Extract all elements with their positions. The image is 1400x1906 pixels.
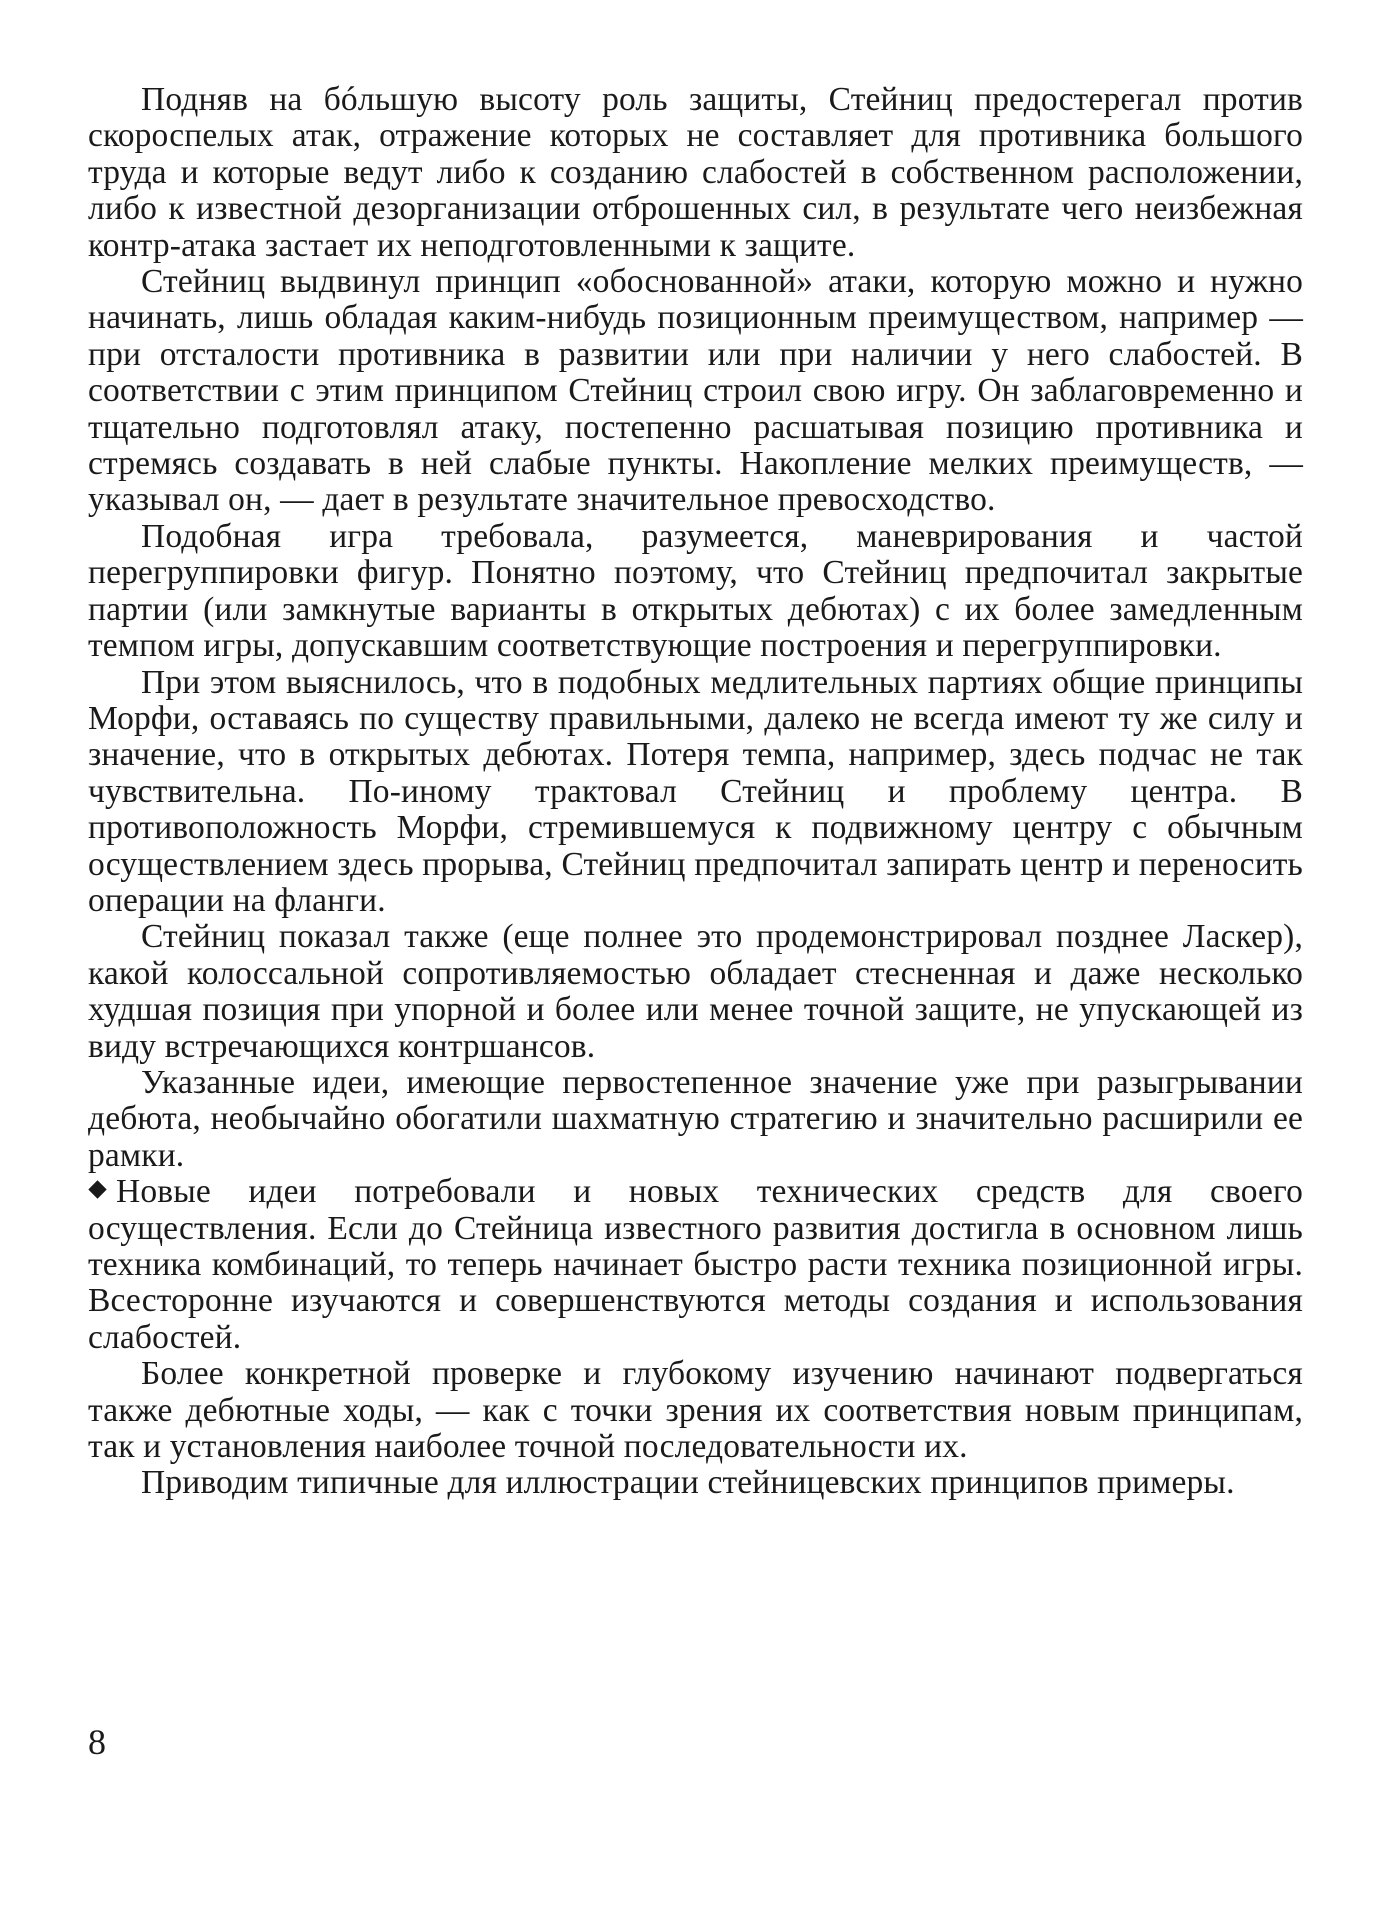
paragraph-justified-attack: Стейниц выдвинул принцип «обоснованной» атаки, которую можно и нужно начинать, лишь обладая каким-нибудь позиционным преимуществом, например — при отсталости противника в развитии или при наличии у него слабостей. В соответствии с этим принципом Стейниц строил свою игру. Он заблаговременно и тщательно подготовлял атаку, постепенно расшатывая позицию противника и стремясь создавать в ней слабые пункты. Накопление мелких преимуществ, — указывал он, — дает в результате значительное превосходство. xyxy=(88,263,1303,519)
paragraph-morphy-principles: При этом выяснилось, что в подобных медлительных партиях общие принципы Морфи, оставаясь по существу правильными, далеко не всегда имеют ту же силу и значение, что в открытых дебютах. Потеря темпа, например, здесь подчас не так чувствительна. По-иному трактовал Стейниц и проблему центра. В противоположность Морфи, стремившемуся к подвижному центру с обычным осуществлением здесь прорыва, Стейниц предпочитал запирать центр и переносить операции на фланги. xyxy=(88,663,1303,919)
diamond-bullet-icon xyxy=(88,1180,108,1200)
page-number: 8 xyxy=(88,1722,106,1762)
paragraph-examples: Приводим типичные для иллюстрации стейницевских принципов примеры. xyxy=(141,1464,1235,1502)
paragraph-new-ideas-text: Новые идеи потребовали и новых технических средств для своего осуществления. Если до Стейница известного развития достигла в основном лишь техника комбинаций, то теперь начинает быстро расти техника позиционной игры. Всесторонне изучаются и совершенствуются методы создания и использования слабостей. xyxy=(88,1173,1303,1356)
paragraph-opening-moves: Более конкретной проверке и глубокому изучению начинают подвергаться также дебютные ходы, — как с точки зрения их соответствия новым принципам, так и установления наиболее точной последовательности их. xyxy=(88,1355,1303,1466)
paragraph-ideas-enriched: Указанные идеи, имеющие первостепенное значение уже при разыгрывании дебюта, необычайно обогатили шахматную стратегию и значительно расширили ее рамки. xyxy=(88,1063,1303,1174)
paragraph-defense-role: Подняв на бóльшую высоту роль защиты, Стейниц предостерегал против скороспелых атак, отражение которых не составляет для противника большого труда и которые ведут либо к созданию слабостей в собственном расположении, либо к известной дезорганизации отброшенных сил, в результате чего неизбежная контр-атака застает их неподготовленными к защите. xyxy=(88,81,1303,264)
paragraph-new-ideas xyxy=(88,1174,1303,1356)
paragraph-maneuvering: Подобная игра требовала, разумеется, маневрирования и частой перегруппировки фигур. Понятно поэтому, что Стейниц предпочитал закрытые партии (или замкнутые варианты в открытых дебютах) с их более замедленным темпом игры, допускавшим соответствующие построения и перегруппировки. xyxy=(88,517,1303,665)
paragraph-resistance: Стейниц показал также (еще полнее это продемонстрировал позднее Ласкер), какой колоссальной сопротивляемостью обладает стесненная и даже несколько худшая позиция при упорной и более или менее точной защите, не упускающей из виду встречающихся контршансов. xyxy=(88,918,1303,1065)
page-body xyxy=(88,82,1303,1782)
